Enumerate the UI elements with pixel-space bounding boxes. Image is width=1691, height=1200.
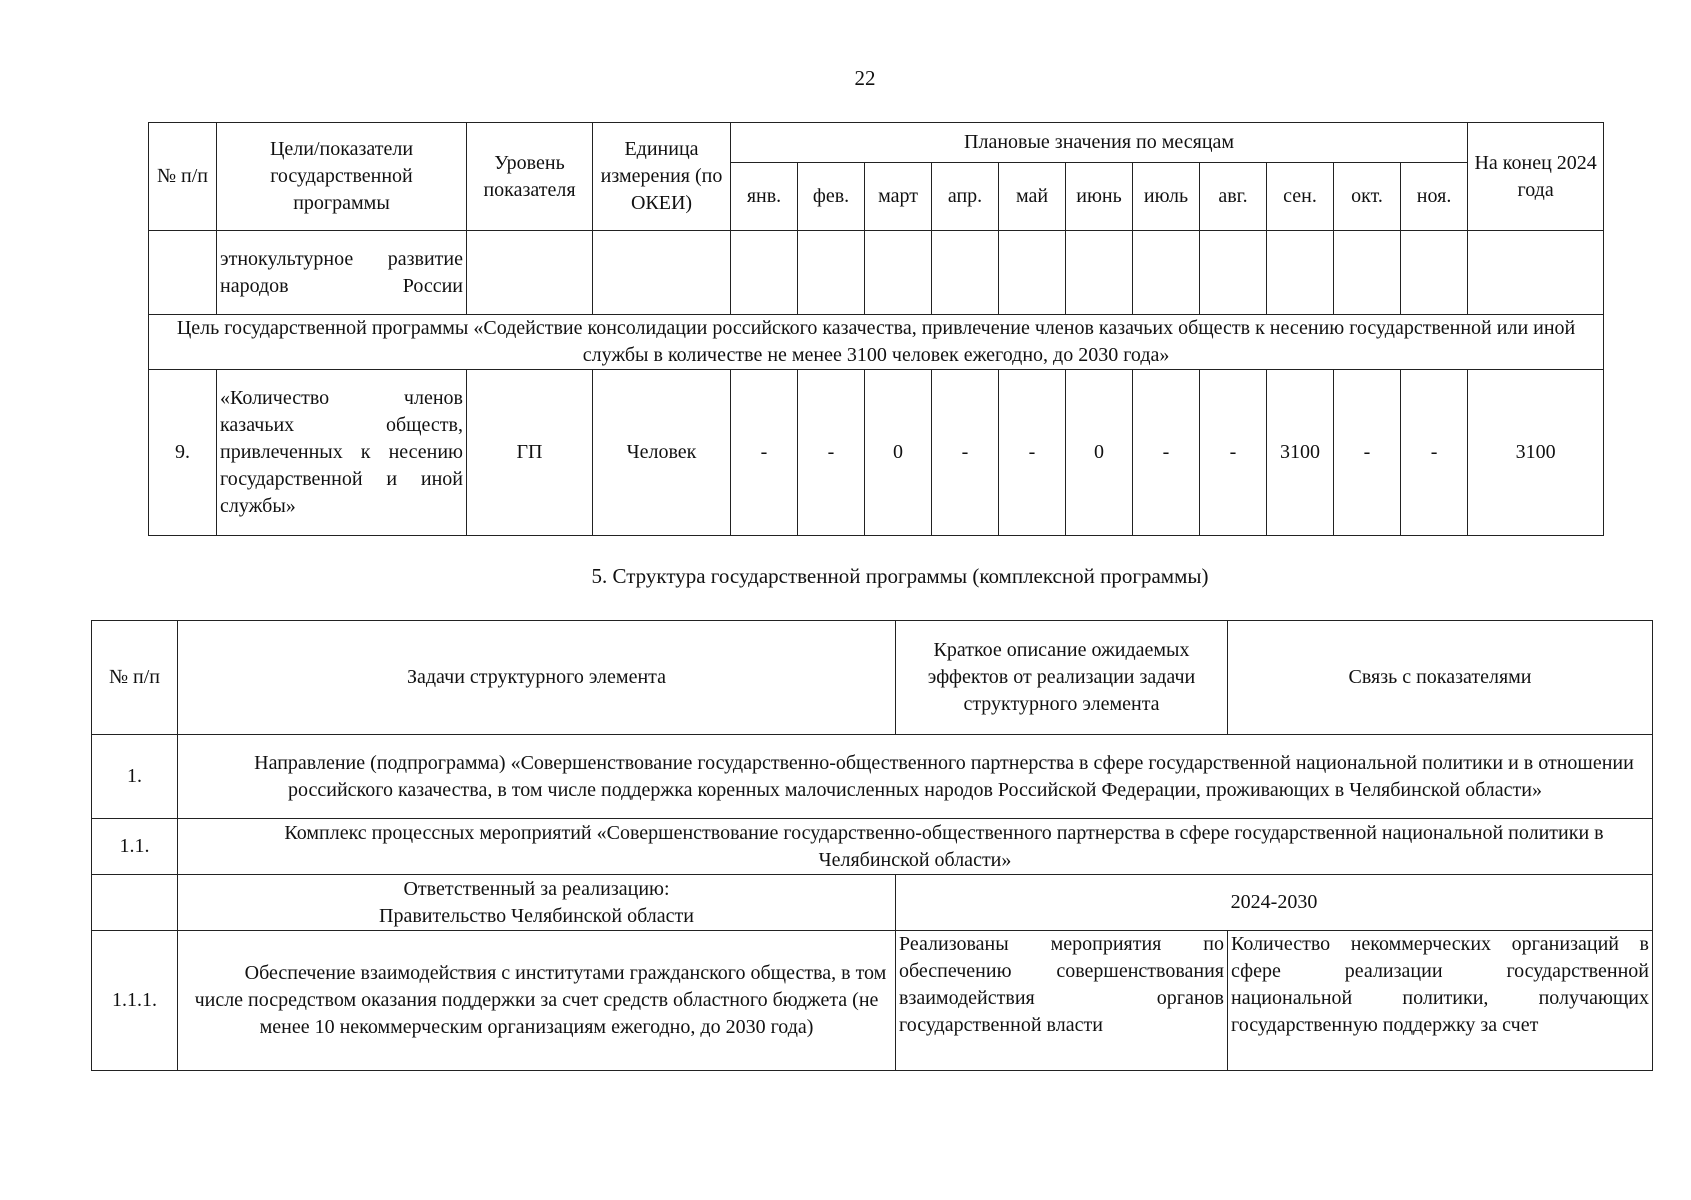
row111-effect: Реализованы мероприятия по обеспечению совершенствования взаимодействия органов государственной власти (896, 931, 1228, 1071)
row9-month: 3100 (1267, 370, 1334, 536)
section-title: 5. Структура государственной программы (комплексной программы) (591, 564, 1209, 588)
row1-num: 1. (92, 735, 178, 819)
header-num: № п/п (92, 621, 178, 735)
header-goals: Цели/показатели государственной программы (217, 123, 467, 231)
header-monthly: Плановые значения по месяцам (731, 123, 1468, 163)
row9-month: - (932, 370, 999, 536)
row9-month: - (1401, 370, 1468, 536)
row9-name: «Количество членов казачьих обществ, привлеченных к несению государственной и иной службы» (217, 370, 467, 536)
structure-table (91, 620, 1653, 1071)
indicators-table (148, 122, 1604, 536)
header-month: апр. (932, 163, 999, 231)
row9-month: - (1133, 370, 1200, 536)
row11-num: 1.1. (92, 819, 178, 875)
continuation-text: этнокультурное развитие народов России (217, 231, 467, 315)
header-month: авг. (1200, 163, 1267, 231)
row9-month: - (1200, 370, 1267, 536)
header-month: март (865, 163, 932, 231)
header-month: июнь (1066, 163, 1133, 231)
goal-row: Цель государственной программы «Содействие консолидации российского казачества, привлечение членов казачьих обществ к несению государственной или иной службы в количестве не менее 3100 человек ежегодно, до 2030 года» (149, 315, 1604, 370)
header-level: Уровень показателя (467, 123, 593, 231)
header-tasks: Задачи структурного элемента (178, 621, 896, 735)
header-month: май (999, 163, 1066, 231)
row9-unit: Человек (593, 370, 731, 536)
responsible-period: 2024-2030 (896, 875, 1653, 931)
cell-empty (92, 875, 178, 931)
responsible-cell (178, 875, 896, 931)
header-end-year: На конец 2024 года (1468, 123, 1604, 231)
row9-level: ГП (467, 370, 593, 536)
row9-month: - (731, 370, 798, 536)
header-month: окт. (1334, 163, 1401, 231)
header-month: июль (1133, 163, 1200, 231)
cell-empty (1468, 231, 1604, 315)
row9-month: - (798, 370, 865, 536)
responsible-org: Правительство Челябинской области (379, 904, 694, 927)
row111-num: 1.1.1. (92, 931, 178, 1071)
row11-text: Комплекс процессных мероприятий «Совершенствование государственно-общественного партнерства в сфере государственной национальной политики в Челябинской области» (178, 819, 1653, 875)
header-num: № п/п (149, 123, 217, 231)
header-effects: Краткое описание ожидаемых эффектов от реализации задачи структурного элемента (896, 621, 1228, 735)
row1-text: Направление (подпрограмма) «Совершенствование государственно-общественного партнерства в сфере государственной национальной политики и в отношении российского казачества, в том числе поддержка коренных малочисленных народов Российской Федерации, проживающих в Челябинской области» (178, 735, 1653, 819)
row9-month: - (999, 370, 1066, 536)
header-month: фев. (798, 163, 865, 231)
cell-empty (593, 231, 731, 315)
header-link: Связь с показателями (1228, 621, 1653, 735)
row111-link: Количество некоммерческих организаций в сфере реализации государственной национальной политики, получающих государственную поддержку за счет (1228, 931, 1653, 1071)
header-unit: Единица измерения (по ОКЕИ) (593, 123, 731, 231)
row9-end-year: 3100 (1468, 370, 1604, 536)
responsible-label: Ответственный за реализацию: (403, 877, 670, 900)
cell-empty (149, 231, 217, 315)
cell-empty (467, 231, 593, 315)
row111-task: Обеспечение взаимодействия с институтами гражданского общества, в том числе посредством оказания поддержки за счет средств областного бюджета (не менее 10 некоммерческим организациям ежегодно, до 2030 года) (178, 931, 896, 1071)
row9-month: - (1334, 370, 1401, 536)
header-month: сен. (1267, 163, 1334, 231)
header-month: янв. (731, 163, 798, 231)
row9-month: 0 (865, 370, 932, 536)
row9-num: 9. (149, 370, 217, 536)
row9-month: 0 (1066, 370, 1133, 536)
header-month: ноя. (1401, 163, 1468, 231)
page-number: 22 (854, 66, 876, 90)
